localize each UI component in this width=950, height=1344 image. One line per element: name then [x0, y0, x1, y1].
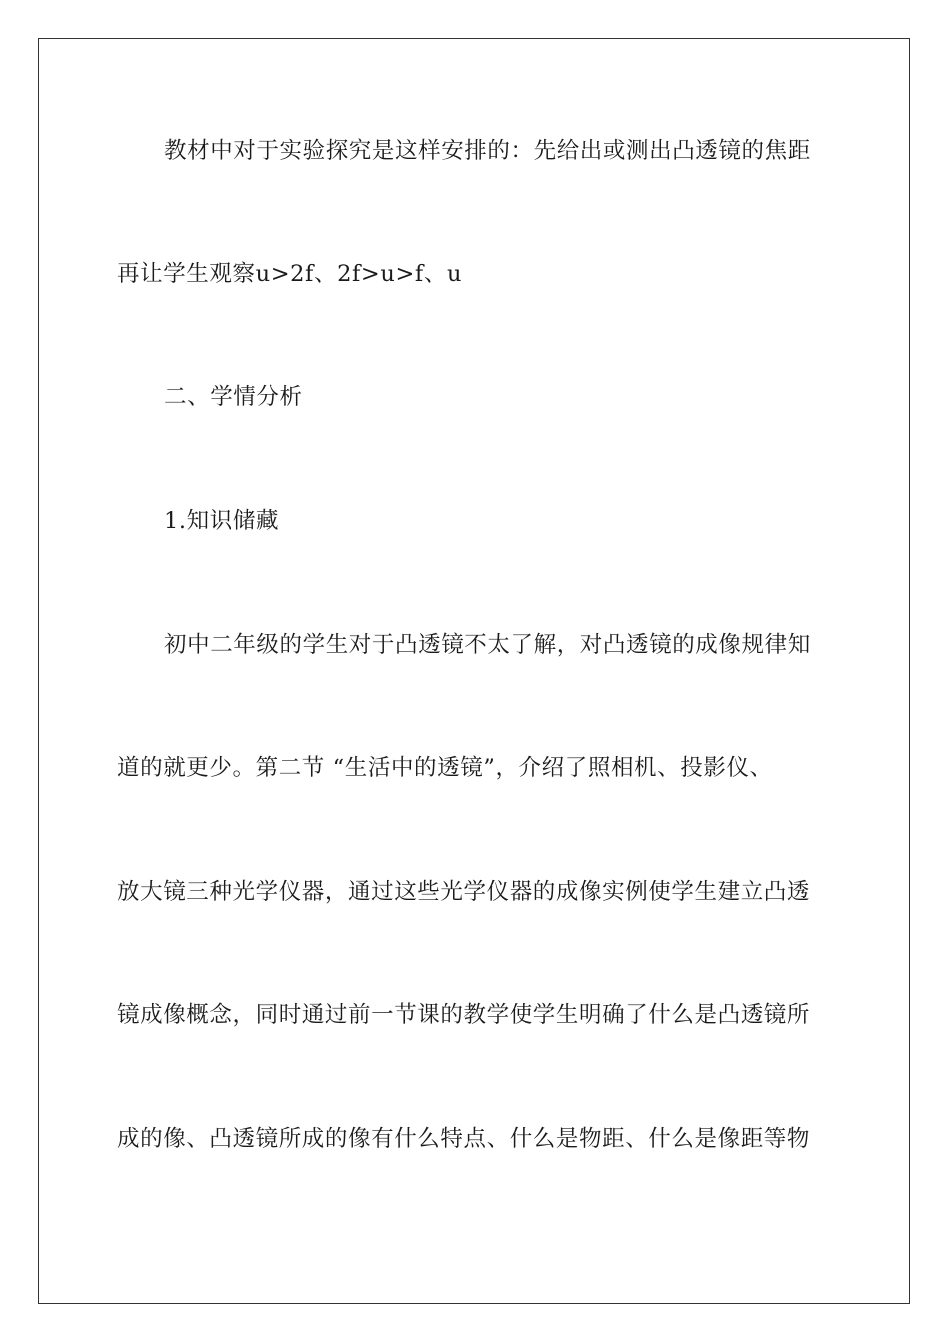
paragraph-line-5: 放大镜三种光学仪器，通过这些光学仪器的成像实例使学生建立凸透 [117, 879, 811, 905]
section-heading: 二、学情分析 [164, 384, 303, 410]
paragraph-line-2: 再让学生观察u>2f、2f>u>f、u [117, 261, 463, 287]
subsection-heading: 1.知识储藏 [164, 508, 280, 534]
paragraph-line-1: 教材中对于实验探究是这样安排的：先给出或测出凸透镜的焦距 [164, 138, 811, 164]
paragraph-line-6: 镜成像概念，同时通过前一节课的教学使学生明确了什么是凸透镜所 [117, 1002, 811, 1028]
paragraph-line-4: 道的就更少。第二节 “生活中的透镜”，介绍了照相机、投影仪、 [117, 755, 773, 781]
paragraph-line-7: 成的像、凸透镜所成的像有什么特点、什么是物距、什么是像距等物 [117, 1126, 811, 1152]
page-border [38, 38, 910, 1304]
paragraph-line-3: 初中二年级的学生对于凸透镜不太了解，对凸透镜的成像规律知 [164, 632, 811, 658]
